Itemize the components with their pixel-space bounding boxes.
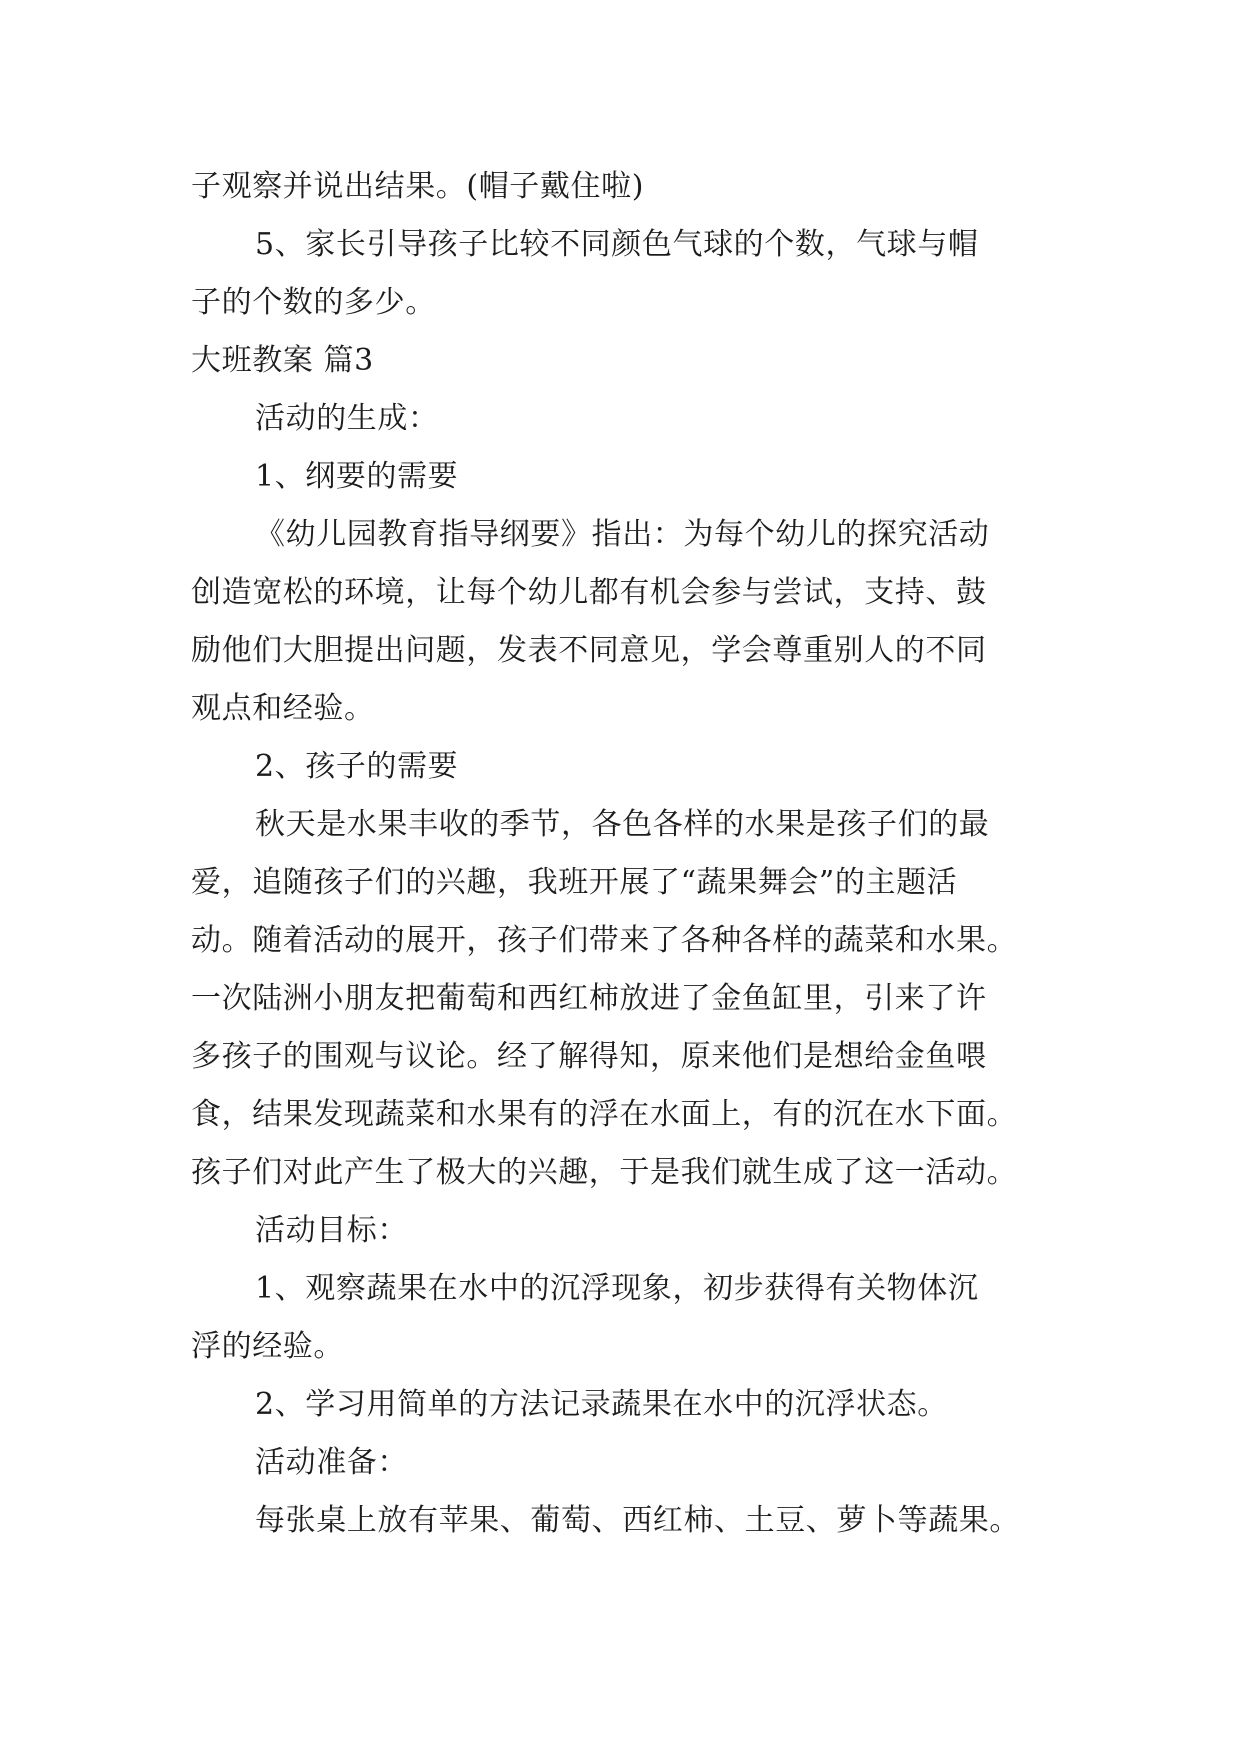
paragraph-line: 观点和经验。 [191,691,375,726]
paragraph-line: 《幼儿园教育指导纲要》指出：为每个幼儿的探究活动 [255,517,990,552]
paragraph-line: 孩子们对此产生了极大的兴趣，于是我们就生成了这一活动。 [191,1155,1018,1190]
paragraph-line: 爱，追随孩子们的兴趣，我班开展了“蔬果舞会”的主题活 [191,865,958,900]
paragraph-line: 食，结果发现蔬菜和水果有的浮在水面上，有的沉在水下面。 [191,1097,1018,1132]
subheading: 活动的生成： [255,401,439,436]
paragraph-line: 浮的经验。 [191,1329,344,1364]
subheading: 活动准备： [255,1445,408,1480]
paragraph-line: 秋天是水果丰收的季节，各色各样的水果是孩子们的最 [255,807,990,842]
paragraph-line: 每张桌上放有苹果、葡萄、西红柿、土豆、萝卜等蔬果。 [255,1503,1020,1538]
numbered-item: 2、学习用简单的方法记录蔬果在水中的沉浮状态。 [255,1387,948,1422]
paragraph-line: 5、家长引导孩子比较不同颜色气球的个数，气球与帽 [255,227,979,262]
paragraph-line: 一次陆洲小朋友把葡萄和西红柿放进了金鱼缸里，引来了许 [191,981,987,1016]
paragraph-line: 子观察并说出结果。(帽子戴住啦) [191,169,645,204]
paragraph-line: 励他们大胆提出问题，发表不同意见，学会尊重别人的不同 [191,633,987,668]
subheading: 活动目标： [255,1213,408,1248]
numbered-item: 2、孩子的需要 [255,749,459,784]
section-heading: 大班教案 篇3 [191,343,374,378]
paragraph-line: 创造宽松的环境，让每个幼儿都有机会参与尝试，支持、鼓 [191,575,987,610]
paragraph-line: 动。随着活动的展开，孩子们带来了各种各样的蔬菜和水果。 [191,923,1018,958]
numbered-item: 1、纲要的需要 [255,459,459,494]
paragraph-line: 子的个数的多少。 [191,285,436,320]
paragraph-line: 多孩子的围观与议论。经了解得知，原来他们是想给金鱼喂 [191,1039,987,1074]
numbered-item: 1、观察蔬果在水中的沉浮现象，初步获得有关物体沉 [255,1271,979,1306]
